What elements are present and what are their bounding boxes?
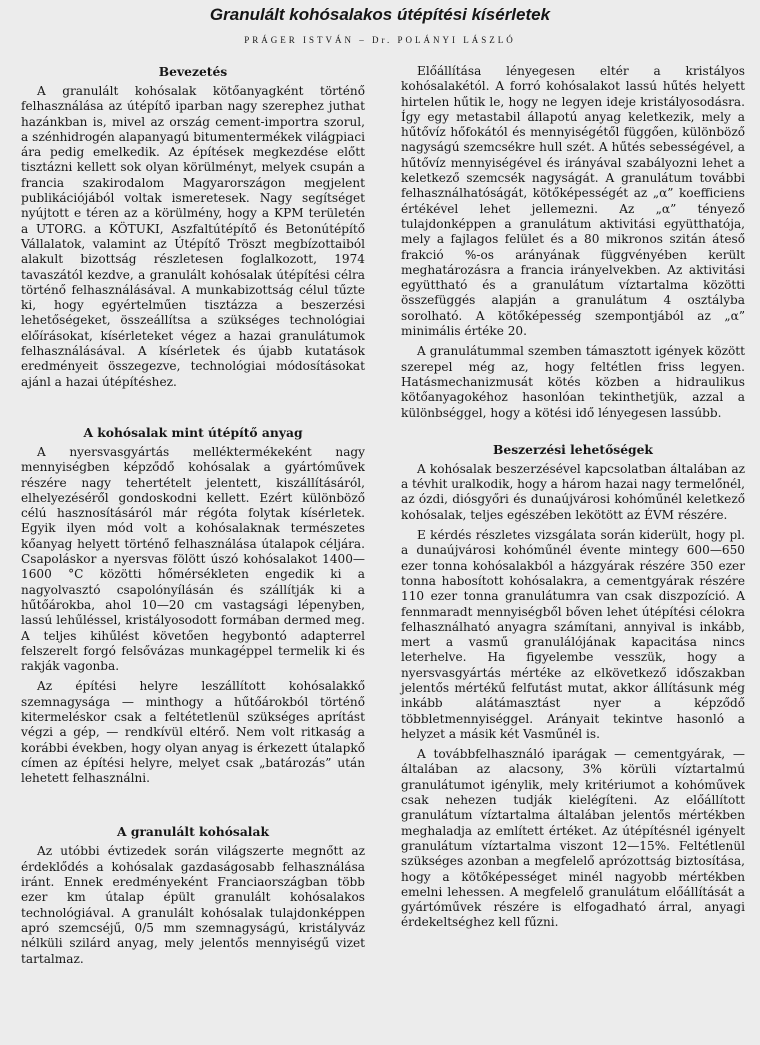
paragraph: A továbbfelhasználó iparágak — cementgyárak, — általában az alacsony, 3% körüli víztartalmú granulátumot igénylik, mely kritériumot a kohóművek csak nehezen tudják kielégíteni. Az előállított granulátum víztartalma általában jelentős mértékben meghaladja az említett értéket. Az útépítésnél igényelt granulátum víztartalma viszont 12—15%. Feltétlenül szükséges azonban a megfelelő aprózottság biztosítása, hogy a kötőképességet minél nagyobb mértékben emelni lehessen. A megfelelő granulátum előállítását a gyártóművek részére is elfogadható árral, anyagi érdekeltséghez kell fűzni. bbox=[401, 747, 745, 930]
paragraph: A granulált kohósalak kötőanyagként történő felhasználása az útépítő iparban nagy szerephez juthat hazánkban is, mivel az ország cement-importra szorul, a szénhidrogén alapanyagú bitumentermékek világpiaci ára pedig emelkedik. Az építések megkezdése előtt tisztázni kellett sok olyan körülményt, melyek csupán a francia szakirodalom Magyarországon megjelent publikációjából voltak ismeretesek. Nagy segítséget nyújtott e téren az a körülmény, hogy a KPM területén a UTORG. a KÖTUKI, Aszfaltútépítő és Betonútépítő Vállalatok, valamint az Útépítő Tröszt megbízottaiból alakult bizottság részletesen foglalkozott, 1974 tavaszától kezdve, a granulált kohósalak útépítési célra történő felhasználásával. A munkabizottság célul tűzte ki, hogy egyértelműen tisztázza a beszerzési lehetőségeket, összeállítsa a szükséges technológiai előírásokat, kísérleteket végez a hazai granulátumok felhasználásával. A kísérletek és újabb kutatások eredményeit összegezve, technológiai módosításokat ajánl a hazai útépítéshez. bbox=[21, 84, 365, 389]
left-column bbox=[21, 64, 365, 972]
section-title-granulalt: A granulált kohósalak bbox=[117, 824, 269, 840]
section-title-bevezetes: Bevezetés bbox=[158, 64, 228, 79]
article-title: Granulált kohósalakos útépítési kísérletek bbox=[209, 5, 551, 24]
section-title-beszerzes: Beszerzési lehetőségek bbox=[493, 441, 653, 457]
section-title-kohosalak: A kohósalak mint útépítő anyag bbox=[83, 424, 303, 440]
right-column bbox=[401, 64, 745, 936]
paragraph: Az utóbbi évtizedek során világszerte megnőtt az érdeklődés a kohósalak gazdaságosabb felhasználása iránt. Ennek eredményeként Franciaországban több ezer km útalap épült granulált kohósalakos technológiával. A granulált kohósalak tulajdonképpen apró szemcséjű, 0/5 mm szemnagyságú, kristályváz nélküli szilárd anyag, mely jelentős mennyiségű vizet tartalmaz. bbox=[21, 844, 365, 966]
paragraph: A kohósalak beszerzésével kapcsolatban általában az a tévhit uralkodik, hogy a három hazai nagy termelőnél, az ózdi, diósgyőri és dunaújvárosi kohóműnél keletkező kohósalak, teljes egészében lekötött az ÉVM részére. bbox=[401, 461, 746, 522]
paragraph: A granulátummal szemben támasztott igények között szerepel még az, hogy feltétlen friss legyen. Hatásmechanizmusát kötés közben a hidraulikus kötőanyagokéhoz hasonlóan tekinthetjük, azzal a különbséggel, hogy a kötési idő lényegesen lassúbb. bbox=[401, 344, 745, 420]
paragraph: E kérdés részletes vizsgálata során kiderült, hogy pl. a dunaújvárosi kohóműnél évente mintegy 600—650 ezer tonna kohósalakból a házgyárak részére 350 ezer tonna habosított kohósalakra, a cementgyárak részére 110 ezer tonna granulátumra van csak diszpozíció. A fennmaradt mennyiségből bőven lehet útépítési célokra felhasználható anyagra számítani, annyival is inkább, mert a vasmű granulálójának kapacitása nincs leterhelve. Ha figyelembe vesszük, hogy a nyersvasgyártás mértéke az elkövetkező időszakban jelentős mértékű felfutást mutat, akkor állításunk még inkább alátámasztást nyer a képződő többletmennyiséggel. Arányait tekintve hasonló a helyzet a másik két Vasműnél is. bbox=[401, 528, 745, 741]
article-authors: PRÁGER ISTVÁN – Dr. POLÁNYI LÁSZLÓ bbox=[244, 35, 516, 45]
paragraph: Előállítása lényegesen eltér a kristályos kohósalakétól. A forró kohósalakot lassú hűtés helyett hirtelen hűtik le, hogy ne legyen ideje kristályosodásra. Így egy metastabil állapotú anyag keletkezik, mely a hűtővíz hőfokától és mennyiségétől függően, különböző nagyságú szemcsékre hull szét. A hűtés sebességével, a hűtővíz mennyiségével és irányával szabályozni lehet a keletkező szemcsék nagyságát. A granulátum további felhasználhatóságát, kötőképességét az „α” koefficiens értékével lehet jellemezni. Az „α” tényező tulajdonképpen a granulátum aktivitási együtthatója, mely a fajlagos felület és a 80 mikronos szitán áteső frakció %-os arányának függvényében került meghatározásra a francia irányelvekben. Az aktivitási együttható és a granulátum víztartalma közötti összefüggés alapján a granulátum 4 osztályba sorolható. A kötőképesség szempontjából az „α” minimális értéke 20. bbox=[401, 64, 745, 339]
paragraph: Az építési helyre leszállított kohósalakkő szemnagysága — minthogy a hűtőárokból történő kitermeléskor csak a feltétetlenül szükséges aprítást végzi a gép, — rendkívül eltérő. Nem volt ritkaság a korábbi években, hogy olyan anyag is érkezett útalapkő címen az építési helyre, melyet csak „batározás” után lehetett felhasználni. bbox=[21, 679, 365, 786]
paragraph: A nyersvasgyártás melléktermékeként nagy mennyiségben képződő kohósalak a gyártóművek részére nagy tehertételt jelentett, kiszállításáról, elhelyezéséről gondoskodni kellett. Ezért különböző célú hasznosításáról már régóta folytak kísérletek. Egyik ilyen mód volt a kohósalaknak természetes kőanyag helyett történő felhasználása útalapok céljára. Csapoláskor a nyersvas fölött úszó kohósalakot 1400—1600 °C közötti hőmérsékleten engedik ki a nagyolvasztó csapolónyílásán és szállítják ki a hűtőárokba, ahol 10—20 cm vastagsági lépenyben, lassú lehűléssel, kristályosodott formában dermed meg. A teljes kihűlést követően hegybontó adapterrel felszerelt forgó felsővázas munkagéppel termelik ki és rakják vagonba. bbox=[21, 444, 365, 674]
